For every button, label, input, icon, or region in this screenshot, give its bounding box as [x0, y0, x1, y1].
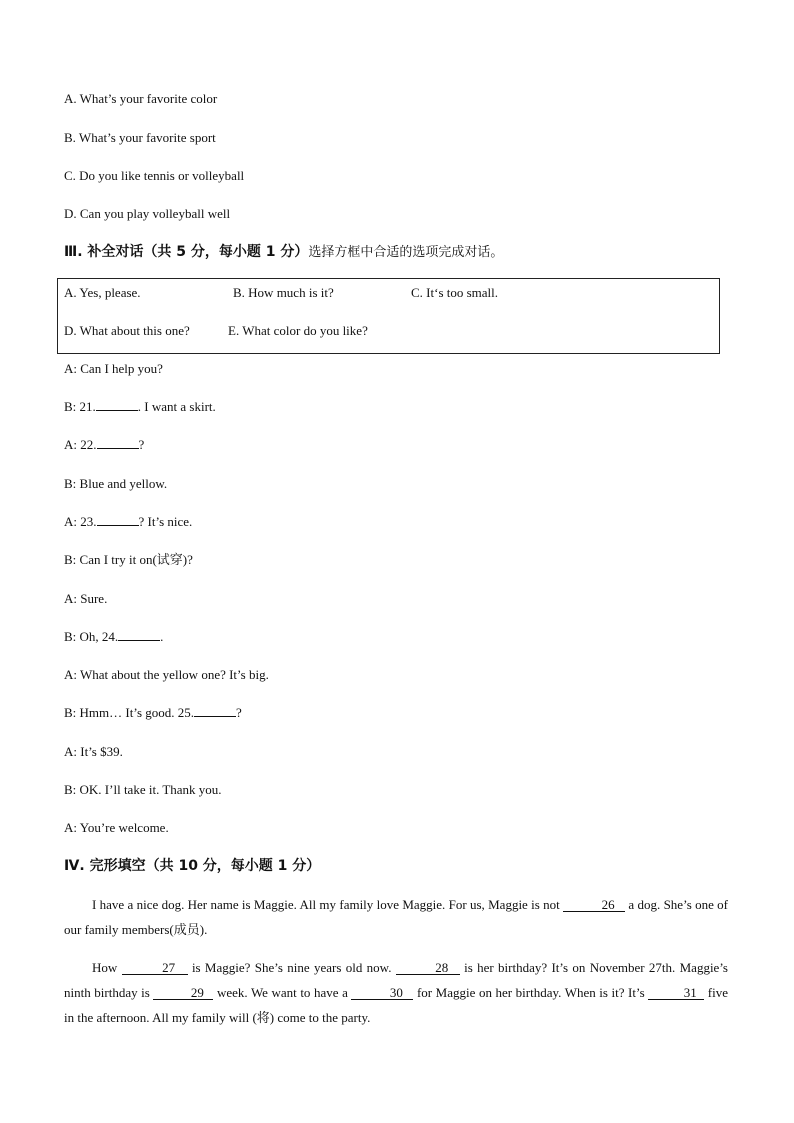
dialogue-line: A: What about the yellow one? It’s big.	[64, 667, 269, 682]
cloze-paragraph-2	[64, 955, 728, 1030]
cloze-blank-28[interactable]: 28	[396, 961, 460, 975]
cloze-text: is her birthday? It’s on November 27th. Maggie’s ninth birthday is	[64, 960, 728, 1000]
dialogue-line: A: It’s $39.	[64, 744, 123, 759]
choice-a: A. What’s your favorite color	[64, 91, 218, 106]
dialogue-text: ?	[236, 705, 242, 720]
dialogue-text: A: 23.	[64, 514, 97, 529]
section4-title: Ⅳ. 完形填空（共 10 分，每小题 1 分）	[64, 858, 321, 874]
dialogue-text: A: 22.	[64, 437, 97, 452]
dialogue-line: B: Can I try it on(试穿)?	[64, 552, 193, 567]
choice-b: B. What’s your favorite sport	[64, 130, 216, 145]
cloze-paragraph-1	[64, 892, 728, 942]
option-a: A. Yes, please.	[64, 285, 141, 300]
options-box	[57, 278, 720, 354]
dialogue-line	[64, 705, 242, 721]
dialogue-text: B: Hmm… It’s good. 25.	[64, 705, 195, 720]
option-c: C. It‘s too small.	[411, 285, 499, 300]
dialogue-text: ?	[138, 437, 145, 452]
option-e: E. What color do you like?	[228, 323, 368, 338]
dialogue-text: . I want a skirt.	[137, 399, 216, 414]
answer-blank-22[interactable]	[97, 448, 139, 449]
section3-title: Ⅲ. 补全对话（共 5 分，每小题 1 分）	[64, 244, 309, 260]
dialogue-line: A: Can I help you?	[64, 361, 163, 376]
dialogue-line: B: Blue and yellow.	[64, 476, 168, 491]
section3-heading	[64, 243, 503, 262]
cloze-text: How	[92, 960, 122, 975]
cloze-blank-27[interactable]: 27	[122, 961, 188, 975]
cloze-text: week. We want to have a	[213, 985, 352, 1000]
cloze-blank-30[interactable]: 30	[351, 986, 413, 1000]
cloze-blank-31[interactable]: 31	[648, 986, 704, 1000]
dialogue-line	[64, 629, 163, 645]
section4-heading	[64, 857, 320, 875]
dialogue-line	[64, 437, 144, 453]
section3-instruction: 选择方框中合适的选项完成对话。	[308, 245, 504, 260]
cloze-text: five in the afternoon. All my family will (将) come to the party.	[64, 985, 728, 1025]
answer-blank-24[interactable]	[118, 640, 160, 641]
dialogue-text: ? It’s nice.	[138, 514, 193, 529]
answer-blank-23[interactable]	[97, 525, 139, 526]
answer-blank-25[interactable]	[194, 716, 236, 717]
option-b: B. How much is it?	[233, 285, 334, 300]
cloze-blank-26[interactable]: 26	[563, 898, 625, 912]
answer-blank-21[interactable]	[96, 410, 138, 411]
dialogue-line: A: You’re welcome.	[64, 820, 169, 835]
cloze-blank-29[interactable]: 29	[153, 986, 213, 1000]
choice-c: C. Do you like tennis or volleyball	[64, 168, 245, 183]
dialogue-line: B: OK. I’ll take it. Thank you.	[64, 782, 222, 797]
choice-d: D. Can you play volleyball well	[64, 206, 231, 221]
dialogue-text: B: Oh, 24.	[64, 629, 119, 644]
cloze-text: a dog. She’s one of our family members(成员).	[64, 897, 728, 937]
dialogue-line	[64, 399, 216, 415]
dialogue-text: .	[160, 629, 164, 644]
cloze-text: I have a nice dog. Her name is Maggie. All my family love Maggie. For us, Maggie is not	[92, 897, 564, 912]
dialogue-text: B: 21.	[64, 399, 96, 414]
cloze-text: for Maggie on her birthday. When is it? It’s	[413, 985, 649, 1000]
dialogue-line: A: Sure.	[64, 591, 108, 606]
cloze-text: is Maggie? She’s nine years old now.	[187, 960, 396, 975]
dialogue-line	[64, 514, 192, 530]
option-d: D. What about this one?	[64, 323, 190, 338]
